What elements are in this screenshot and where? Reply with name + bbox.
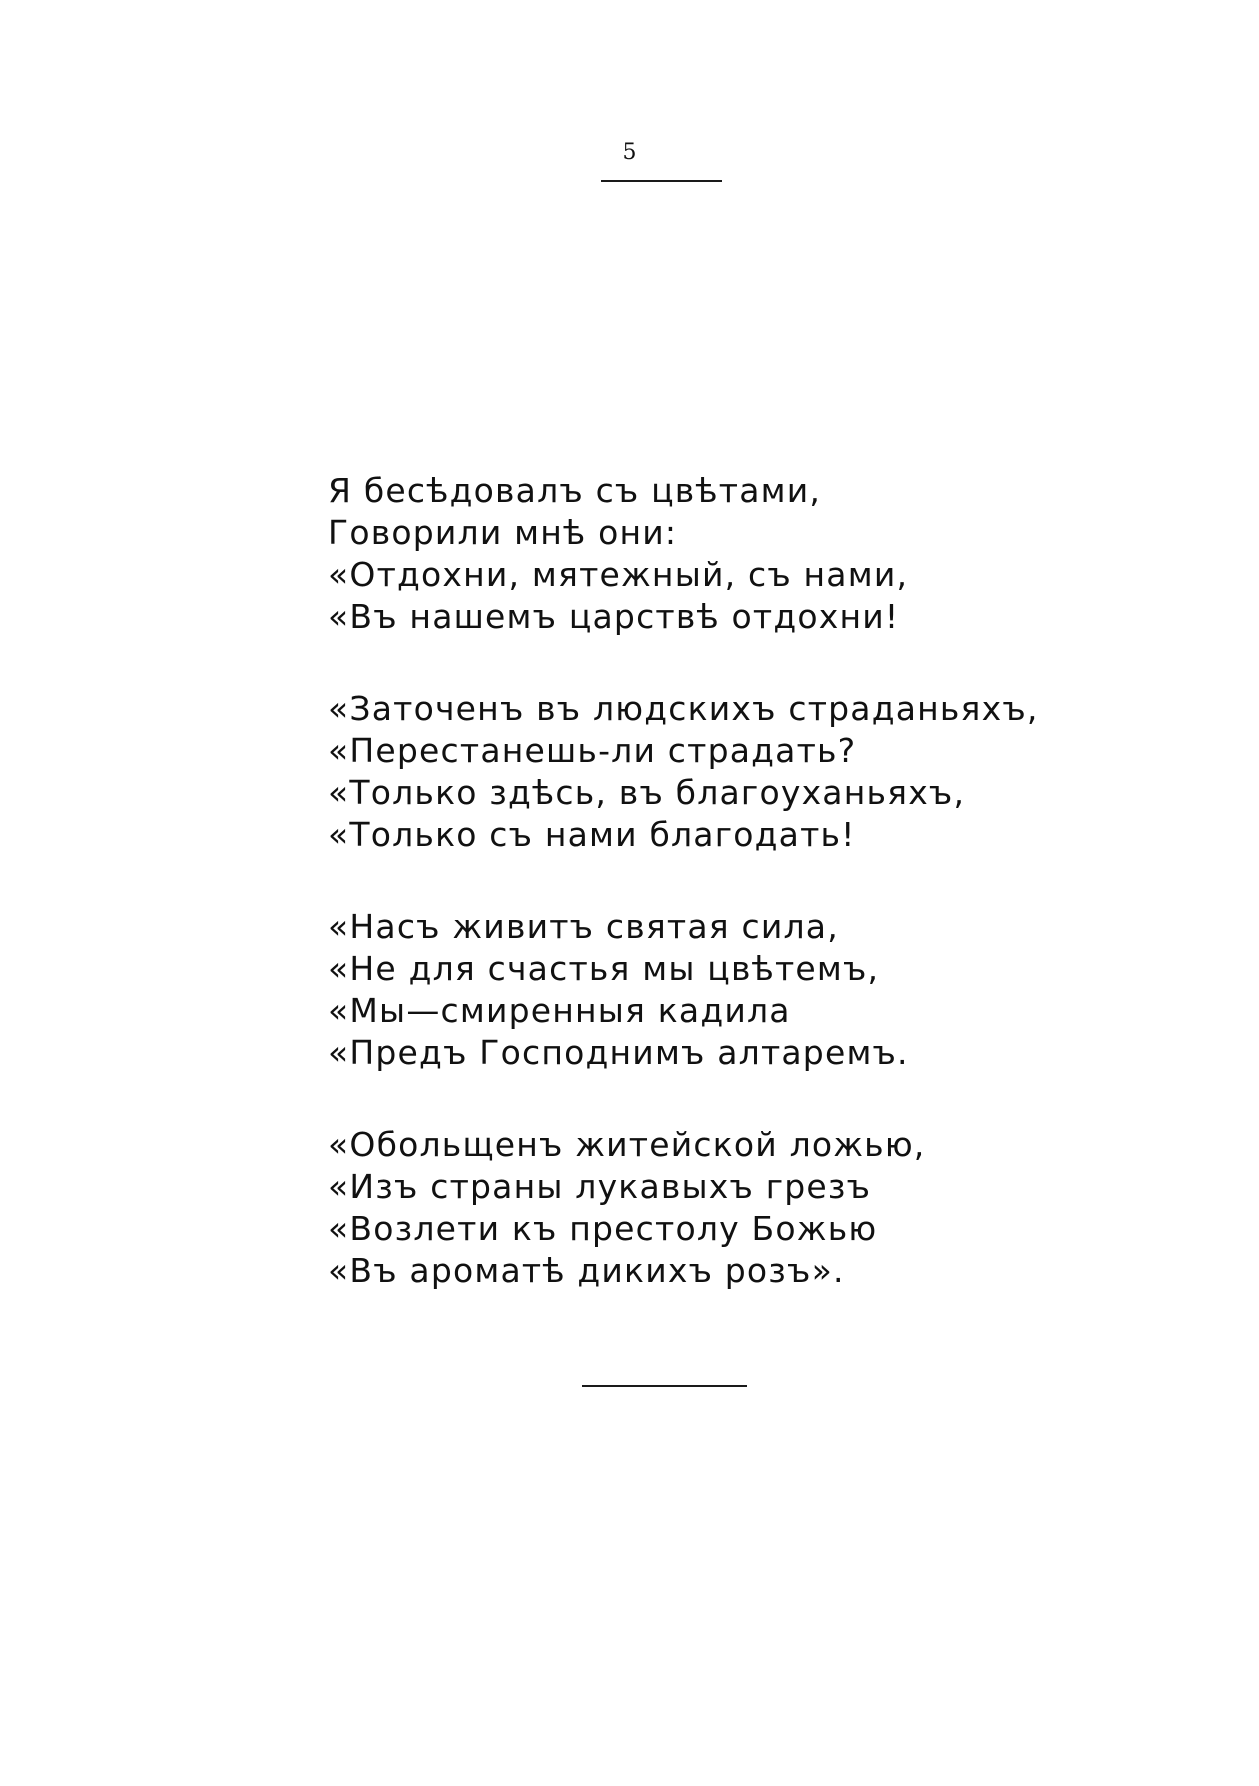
poem-line: «Не для счастья мы цвѣтемъ, [328,949,880,988]
poem-line: «Въ нашемъ царствѣ отдохни! [328,597,900,636]
page-number: 5 [622,140,637,165]
top-divider [601,180,722,182]
poem-line: «Только здѣсь, въ благоуханьяхъ, [328,773,966,812]
bottom-divider [582,1385,747,1387]
poem-line: «Перестанешь-ли страдать? [328,731,857,770]
poem-line: «Изъ страны лукавыхъ грезъ [328,1167,872,1206]
stanza-4 [328,1124,1048,1292]
stanza-3 [328,906,1048,1074]
poem-line: «Заточенъ въ людскихъ страданьяхъ, [328,689,1039,728]
poem-line: «Отдохни, мятежный, съ нами, [328,555,909,594]
poem-line: «Предъ Господнимъ алтаремъ. [328,1033,909,1072]
poem-line: «Насъ живитъ святая сила, [328,907,839,946]
poem-line: «Возлети къ престолу Божью [328,1209,878,1248]
poem-line: «Только съ нами благодать! [328,815,856,854]
poem-line: Говорили мнѣ они: [328,513,678,552]
stanza-1 [328,470,1048,638]
poem-line: «Въ ароматѣ дикихъ розъ». [328,1251,845,1290]
poem-line: «Обольщенъ житейской ложью, [328,1125,926,1164]
poem [328,470,1048,1342]
poem-line: «Мы—смиренныя кадила [328,991,791,1030]
stanza-2 [328,688,1048,856]
poem-line: Я бесѣдовалъ съ цвѣтами, [328,471,822,510]
